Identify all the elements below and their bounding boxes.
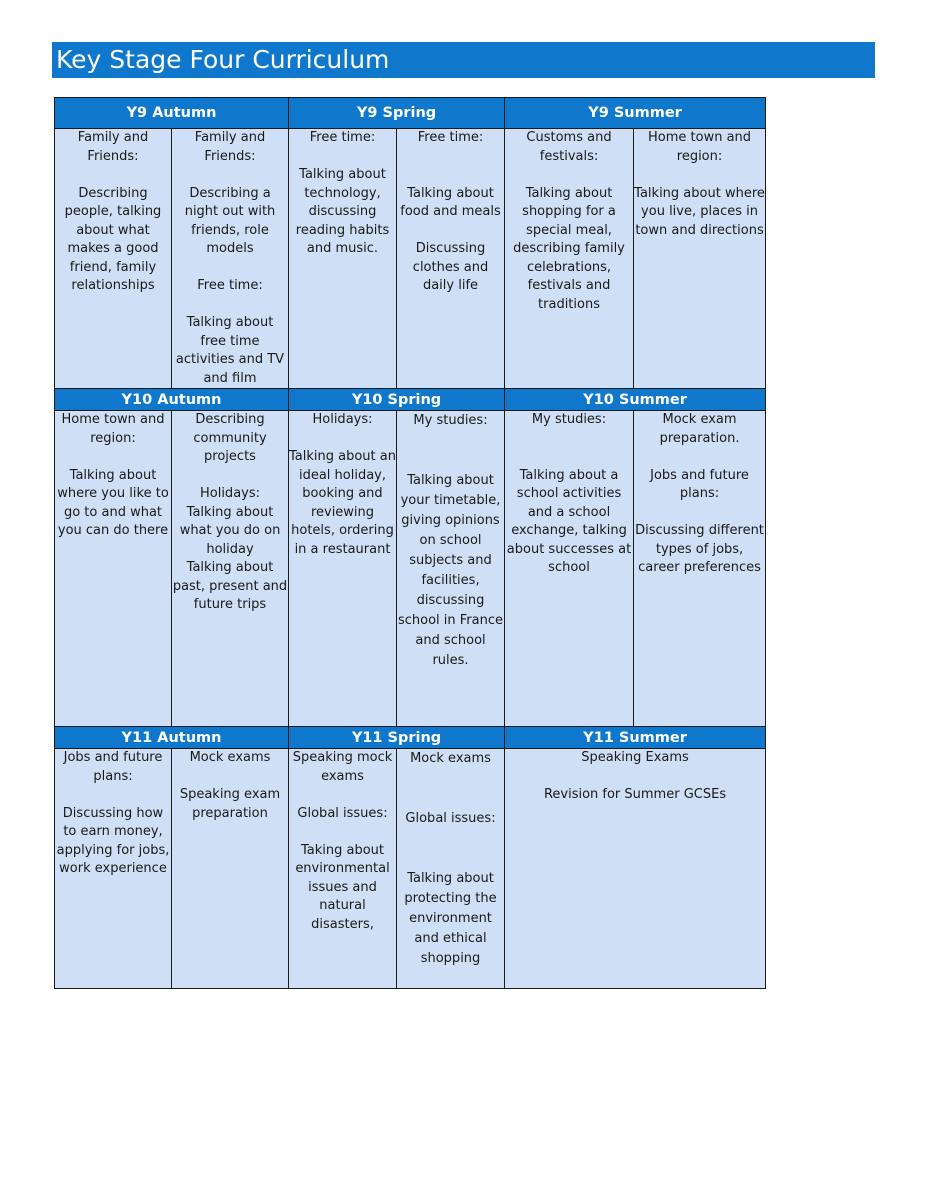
topic-cell: Family and Friends: Describing people, talking about what makes a good friend, family relationships xyxy=(55,129,172,389)
topic-row xyxy=(55,411,766,727)
topic-row xyxy=(55,129,766,389)
topic-cell: Family and Friends: Describing a night out with friends, role models Free time: Talking about free time activities and TV and film xyxy=(172,129,289,389)
topic-cell: Home town and region: Talking about where you like to go to and what you can do there xyxy=(55,411,172,727)
topic-cell: Customs and festivals: Talking about shopping for a special meal, describing family celebrations, festivals and traditions xyxy=(505,129,634,389)
topic-cell: Speaking mock exams Global issues: Taking about environmental issues and natural disasters, xyxy=(289,749,397,989)
topic-cell: Home town and region: Talking about where you live, places in town and directions xyxy=(634,129,766,389)
topic-cell: Mock exam preparation. Jobs and future plans: Discussing different types of jobs, career preferences xyxy=(634,411,766,727)
topic-cell: Holidays: Talking about an ideal holiday, booking and reviewing hotels, ordering in a restaurant xyxy=(289,411,397,727)
term-header-row xyxy=(55,98,766,129)
topic-cell: Speaking Exams Revision for Summer GCSEs xyxy=(505,749,766,989)
page-title: Key Stage Four Curriculum xyxy=(52,42,875,78)
topic-cell: My studies: Talking about a school activities and a school exchange, talking about successes at school xyxy=(505,411,634,727)
topic-cell: Jobs and future plans: Discussing how to earn money, applying for jobs, work experience xyxy=(55,749,172,989)
topic-cell: My studies: Talking about your timetable, giving opinions on school subjects and facilities, discussing school in France and school rules. xyxy=(397,411,505,727)
curriculum-table xyxy=(54,97,766,989)
topic-cell: Free time: Talking about food and meals Discussing clothes and daily life xyxy=(397,129,505,389)
term-header: Y11 Autumn xyxy=(55,727,289,749)
term-header: Y11 Summer xyxy=(505,727,766,749)
term-header: Y9 Spring xyxy=(289,98,505,129)
term-header-row xyxy=(55,389,766,411)
term-header: Y10 Spring xyxy=(289,389,505,411)
term-header: Y11 Spring xyxy=(289,727,505,749)
topic-cell: Mock exams Global issues: Talking about protecting the environment and ethical shopping xyxy=(397,749,505,989)
term-header: Y9 Autumn xyxy=(55,98,289,129)
topic-cell: Free time: Talking about technology, discussing reading habits and music. xyxy=(289,129,397,389)
term-header: Y10 Autumn xyxy=(55,389,289,411)
topic-row xyxy=(55,749,766,989)
topic-cell: Mock exams Speaking exam preparation xyxy=(172,749,289,989)
term-header-row xyxy=(55,727,766,749)
term-header: Y9 Summer xyxy=(505,98,766,129)
topic-cell: Describing community projects Holidays: Talking about what you do on holiday Talking about past, present and future trips xyxy=(172,411,289,727)
term-header: Y10 Summer xyxy=(505,389,766,411)
